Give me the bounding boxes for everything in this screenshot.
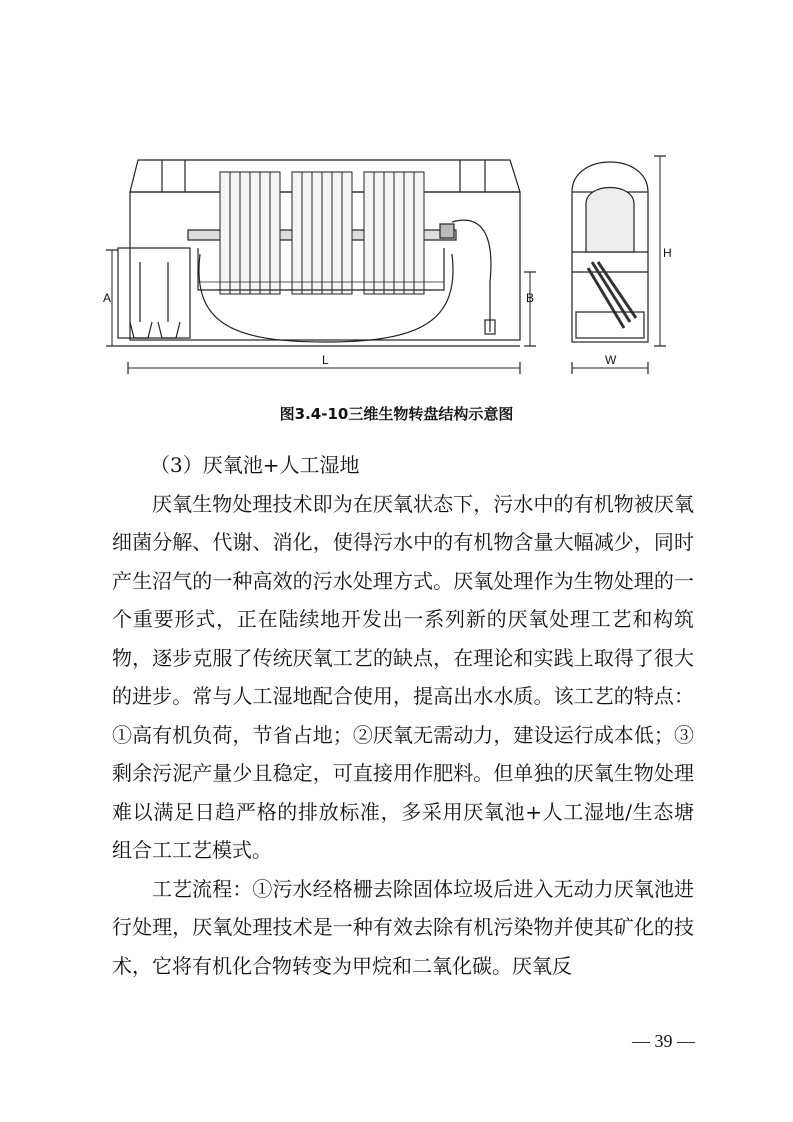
dim-label-height-b: B — [526, 291, 535, 305]
dim-label-height-a: A — [103, 291, 112, 305]
page-number: — 39 — — [632, 1031, 695, 1051]
paragraph: 厌氧生物处理技术即为在厌氧状态下，污水中的有机物被厌氧细菌分解、代谢、消化，使得污水中的有机物含量大幅减少，同时产生沼气的一种高效的污水处理方式。厌氧处理作为生物处理的一个重要形式，正在陆续地开发出一系列新的厌氧处理工艺和构筑物，逐步克服了传统厌氧工艺的缺点，在理论和实践上取得了很大的进步。常与人工湿地配合使用，提高出水水质。该工艺的特点：①高有机负荷，节省占地；②厌氧无需动力，建设运行成本低；③剩余污泥产量少且稳定，可直接用作肥料。但单独的厌氧生物处理难以满足日趋严格的排放标准，多采用厌氧池+人工湿地/生态塘组合工工艺模式。 — [112, 491, 694, 862]
side-view — [106, 160, 536, 374]
rotating-disc-drawing — [100, 132, 670, 392]
dim-label-length: L — [322, 353, 329, 367]
end-view — [572, 156, 666, 374]
section-heading: （3）厌氧池+人工湿地 — [150, 453, 360, 477]
structure-diagram — [100, 132, 670, 392]
dim-label-height-total: H — [663, 246, 672, 260]
figure-caption: 图3.4-10三维生物转盘结构示意图 — [279, 405, 514, 423]
paragraph: 工艺流程：①污水经格栅去除固体垃圾后进入无动力厌氧池进行处理，厌氧处理技术是一种有效去除有机污染物并使其矿化的技术，它将有机化合物转变为甲烷和二氧化碳。厌氧反 — [112, 876, 694, 978]
dim-label-width: W — [605, 353, 617, 367]
body-text — [112, 446, 694, 985]
